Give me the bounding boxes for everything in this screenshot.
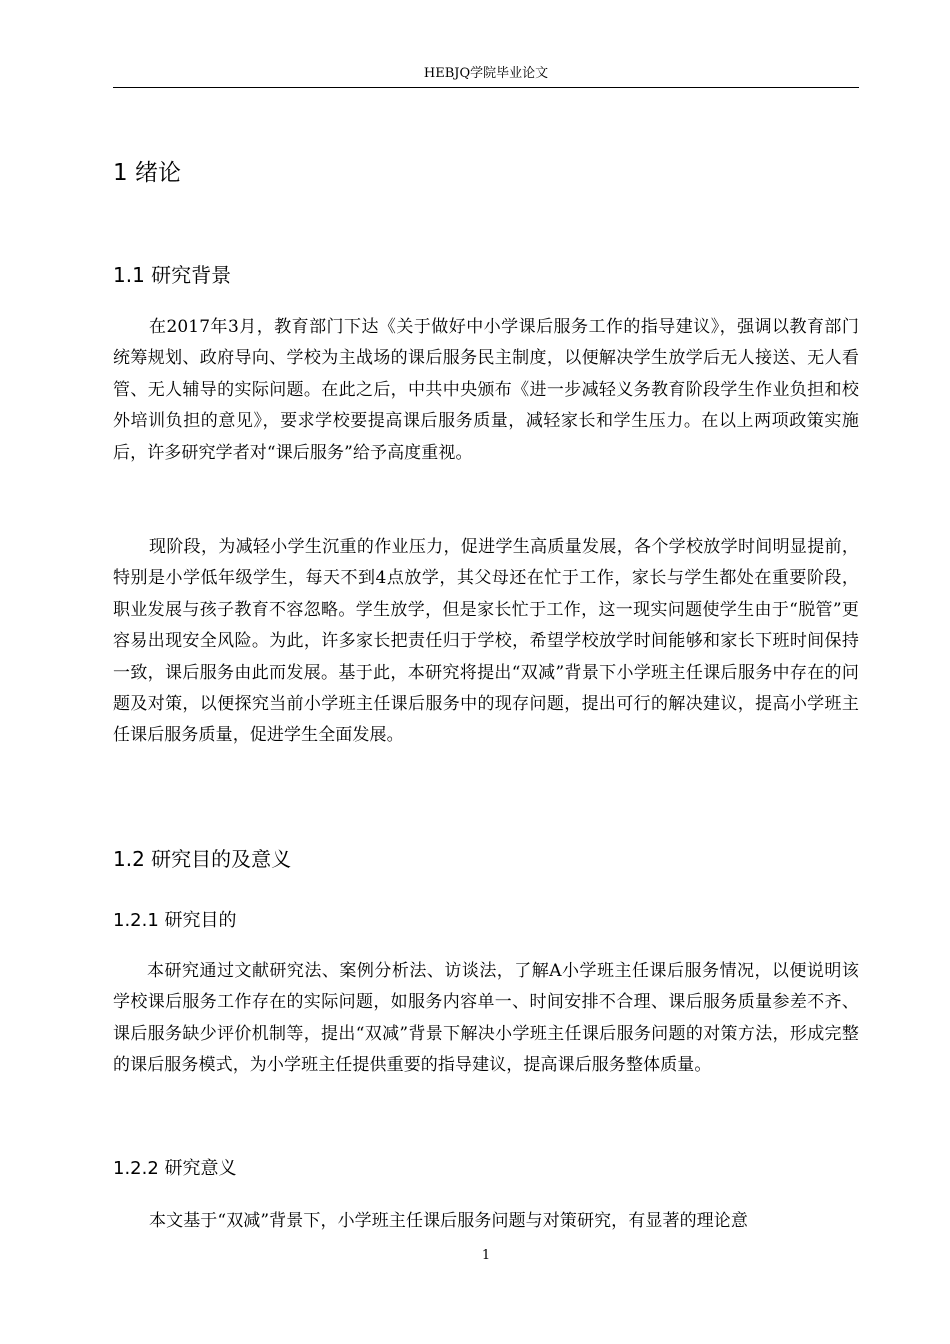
header-rule <box>113 87 859 88</box>
subsection-heading-significance: 1.2.2 研究意义 <box>113 1158 237 1179</box>
running-header: HEBJQ学院毕业论文 <box>423 66 549 81</box>
section-heading-background: 1.1 研究背景 <box>113 263 232 287</box>
background-paragraph-1: 在2017年3月，教育部门下达《关于做好中小学课后服务工作的指导建议》，强调以教育部门统筹规划、政府导向、学校为主战场的课后服务民主制度，以便解决学生放学后无人接送、无人看管、无人辅导的实际问题。在此之后，中共中央颁布《进一步减轻义务教育阶段学生作业负担和校外培训负担的意见》，要求学校要提高课后服务质量，减轻家长和学生压力。在以上两项政策实施后，许多研究学者对“课后服务”给予高度重视。 <box>113 317 859 463</box>
significance-paragraph: 本文基于“双减”背景下，小学班主任课后服务问题与对策研究，有显著的理论意 <box>149 1211 748 1231</box>
chapter-title: 1 绪论 <box>113 160 181 186</box>
subsection-heading-purpose: 1.2.1 研究目的 <box>113 910 237 931</box>
section-heading-purpose-significance: 1.2 研究目的及意义 <box>113 847 292 871</box>
page-number: 1 <box>481 1248 491 1263</box>
background-paragraph-2: 现阶段，为减轻小学生沉重的作业压力，促进学生高质量发展，各个学校放学时间明显提前，特别是小学低年级学生，每天不到4点放学，其父母还在忙于工作，家长与学生都处在重要阶段，职业发展与孩子教育不容忽略。学生放学，但是家长忙于工作，这一现实问题使学生由于“脱管”更容易出现安全风险。为此，许多家长把责任归于学校，希望学校放学时间能够和家长下班时间保持一致，课后服务由此而发展。基于此，本研究将提出“双减”背景下小学班主任课后服务中存在的问题及对策，以便探究当前小学班主任课后服务中的现存问题，提出可行的解决建议，提高小学班主任课后服务质量，促进学生全面发展。 <box>113 537 859 746</box>
purpose-paragraph: 本研究通过文献研究法、案例分析法、访谈法，了解A小学班主任课后服务情况，以便说明该学校课后服务工作存在的实际问题，如服务内容单一、时间安排不合理、课后服务质量参差不齐、课后服务缺少评价机制等，提出“双减”背景下解决小学班主任课后服务问题的对策方法，形成完整的课后服务模式，为小学班主任提供重要的指导建议，提高课后服务整体质量。 <box>113 961 859 1076</box>
